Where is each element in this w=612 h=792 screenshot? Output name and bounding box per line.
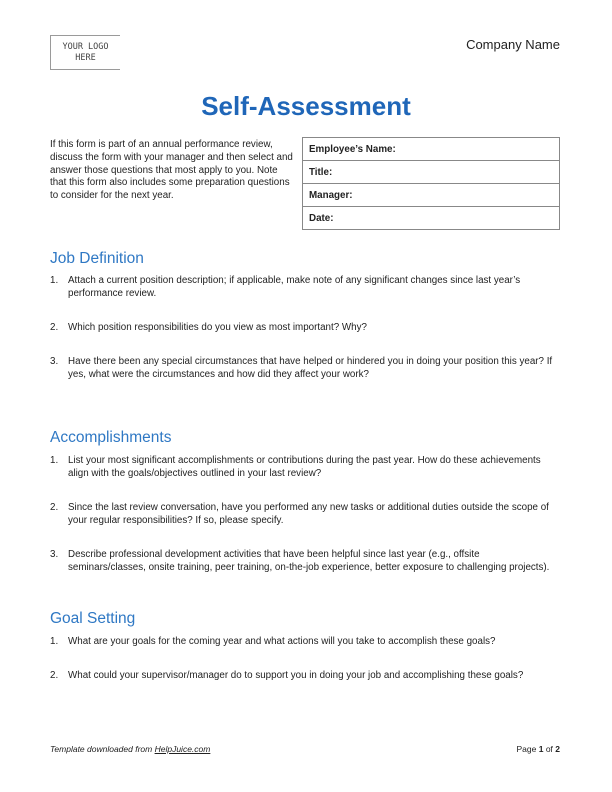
section-accomplishments [50,429,560,574]
question-text: Attach a current position description; if applicable, make note of any significant changes since last year’s performance review. [68,275,521,299]
section-heading: Accomplishments [50,429,172,446]
logo-line-2: HERE [75,53,96,63]
manager-field[interactable]: Manager: [303,184,560,207]
question-number: 1. [50,636,59,647]
question-text: What could your supervisor/manager do to support you in doing your job and accomplishing these goals? [68,670,524,681]
page-current: 1 [538,744,544,754]
question-item [50,274,560,300]
section-heading: Job Definition [50,250,144,267]
question-text: Have there been any special circumstances that have helped or hindered you in doing your position this year? If yes, what were the circumstances and how did they affect your work? [68,356,553,380]
employee-name-field[interactable]: Employee’s Name: [303,138,560,161]
question-item [50,454,560,480]
question-number: 2. [50,670,59,681]
question-item [50,501,560,527]
question-item [50,548,560,574]
question-text: List your most significant accomplishments or contributions during the past year. How do these achievements align with the goals/objectives outlined in your last review? [68,455,541,479]
page-total: 2 [555,744,560,754]
question-number: 2. [50,322,59,333]
page-number [517,744,561,754]
employee-info-table [302,137,560,230]
question-number: 3. [50,549,59,560]
section-heading: Goal Setting [50,610,136,627]
footer-template-credit [50,744,210,754]
section-goal-setting [50,610,560,682]
question-item [50,635,560,648]
question-item [50,669,560,682]
question-item [50,355,560,381]
intro-paragraph: If this form is part of an annual performance review, discuss the form with your manager and then select and answer those questions that most apply to you. Note that this form also includes some preparation questions to consider for the next year. [50,139,293,202]
question-number: 3. [50,356,59,367]
question-number: 2. [50,502,59,513]
page-of: of [543,744,556,754]
company-name: Company Name [466,37,560,52]
question-text: Describe professional development activities that have been helpful since last year (e.g., offsite seminars/classes, onsite training, peer training, on-the-job experience, better exposure to challenging projects). [68,549,550,573]
question-text: What are your goals for the coming year and what actions will you take to accomplish these goals? [68,636,496,647]
helpjuice-link[interactable]: HelpJuice.com [154,744,211,754]
question-text: Which position responsibilities do you view as most important? Why? [68,322,367,333]
question-item [50,321,560,334]
logo-line-1: YOUR LOGO [62,42,109,52]
page-title: Self-Assessment [201,91,411,121]
question-number: 1. [50,455,59,466]
logo-placeholder [50,35,120,70]
section-job-definition [50,250,560,381]
question-text: Since the last review conversation, have you performed any new tasks or additional duties outside the scope of your regular responsibilities? If so, please specify. [68,502,549,526]
footer-template-text: Template downloaded from [50,744,155,754]
question-number: 1. [50,275,59,286]
date-field[interactable]: Date: [303,207,560,230]
title-field[interactable]: Title: [303,161,560,184]
page-label: Page [516,744,539,754]
